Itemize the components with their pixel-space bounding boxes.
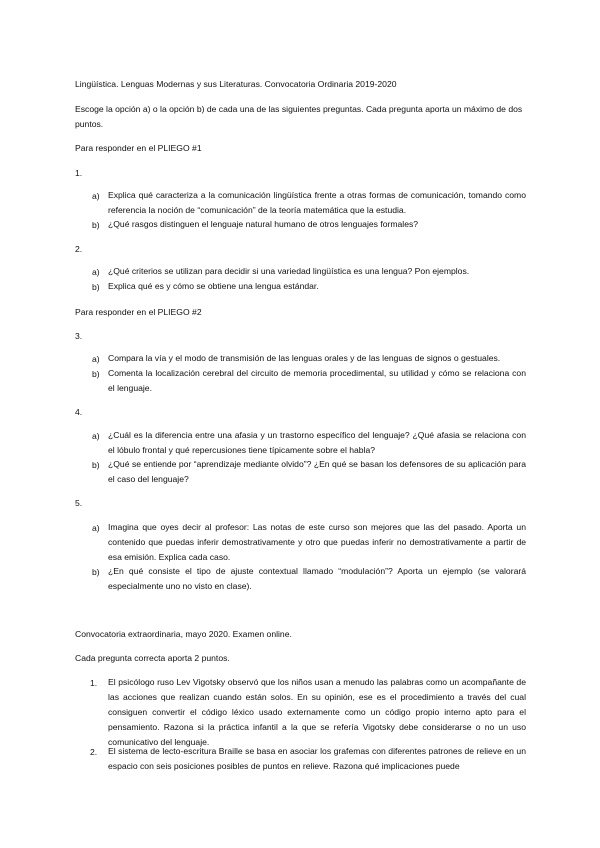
question-option-b: Comenta la localización cerebral del circuito de memoria procedimental, su utilidad y cómo se relaciona con el lenguaje. <box>108 368 526 393</box>
question-option-b: ¿Qué rasgos distinguen el lenguaje natural humano de otros lenguajes formales? <box>108 219 419 229</box>
question-option-a: ¿Cuál es la diferencia entre una afasia y un trastorno específico del lenguaje? ¿Qué afasia se relaciona con el lóbulo frontal y qué repercusiones tiene típicamente sobre el habla? <box>108 430 526 455</box>
document-header: Lingüística. Lenguas Modernas y sus Literaturas. Convocatoria Ordinaria 2019-2020 <box>75 79 397 89</box>
extraordinary-instructions: Cada pregunta correcta aporta 2 puntos. <box>75 653 230 663</box>
option-marker: b) <box>92 460 100 470</box>
option-marker: b) <box>92 567 100 577</box>
question-option-b: ¿Qué se entiende por “aprendizaje mediante olvido”? ¿En qué se basan los defensores de su aplicación para el caso del lenguaje? <box>108 459 526 484</box>
option-marker: a) <box>92 267 100 277</box>
option-marker: b) <box>92 220 100 230</box>
question-number: 1. <box>90 678 98 688</box>
option-marker: a) <box>92 191 100 201</box>
question-option-b: ¿En qué consiste el tipo de ajuste contextual llamado “modulación”? Aporta un ejemplo (se valorará especialmente uno no visto en clase). <box>108 566 526 591</box>
question-number: 2. <box>90 747 98 757</box>
option-marker: a) <box>92 523 100 533</box>
question-number: 4. <box>75 407 83 417</box>
question-option-a: Imagina que oyes decir al profesor: Las notas de este curso son mejores que las del pasado. Aporta un contenido que puedas inferir demostrativamente y otro que puedas inferir no demostrativamente a partir de esa emisión. Explica cada caso. <box>108 522 526 562</box>
question-number: 1. <box>75 168 83 178</box>
pliego-1-heading: Para responder en el PLIEGO #1 <box>75 143 202 153</box>
option-marker: a) <box>92 354 100 364</box>
extraordinary-question: El sistema de lecto-escritura Braille se basa en asociar los grafemas con diferentes patrones de relieve en un espacio con seis posiciones posibles de puntos en relieve. Razona qué implicaciones puede <box>108 746 526 771</box>
option-marker: b) <box>92 282 100 292</box>
question-number: 5. <box>75 498 83 508</box>
instructions: Escoge la opción a) o la opción b) de cada una de las siguientes preguntas. Cada pregunta aporta un máximo de dos puntos. <box>75 104 523 129</box>
pliego-2-heading: Para responder en el PLIEGO #2 <box>75 307 202 317</box>
question-option-b: Explica qué es y cómo se obtiene una lengua estándar. <box>108 281 319 291</box>
question-option-a: Compara la vía y el modo de transmisión de las lenguas orales y de las lenguas de signos o gestuales. <box>108 353 501 363</box>
question-number: 3. <box>75 331 83 341</box>
question-option-a: ¿Qué criterios se utilizan para decidir si una variedad lingüística es una lengua? Pon ejemplos. <box>108 266 470 276</box>
extraordinary-heading: Convocatoria extraordinaria, mayo 2020. Examen online. <box>75 629 292 639</box>
question-option-a: Explica qué caracteriza a la comunicación lingüística frente a otras formas de comunicación, tomando como referencia la noción de “comunicación” de la teoría matemática que la estudia. <box>108 190 526 215</box>
question-number: 2. <box>75 244 83 254</box>
option-marker: b) <box>92 369 100 379</box>
option-marker: a) <box>92 431 100 441</box>
extraordinary-question: El psicólogo ruso Lev Vigotsky observó que los niños usan a menudo las palabras como un acompañante de las acciones que realizan cuando están solos. En su opinión, ese es el procedimiento a través del cual consiguen convertir el código léxico usado externamente como un código propio interno apto para el pensamiento. Razona si la práctica infantil a la que se refería Vigotsky debe considerarse o no un uso comunicativo del lenguaje. <box>108 677 526 747</box>
